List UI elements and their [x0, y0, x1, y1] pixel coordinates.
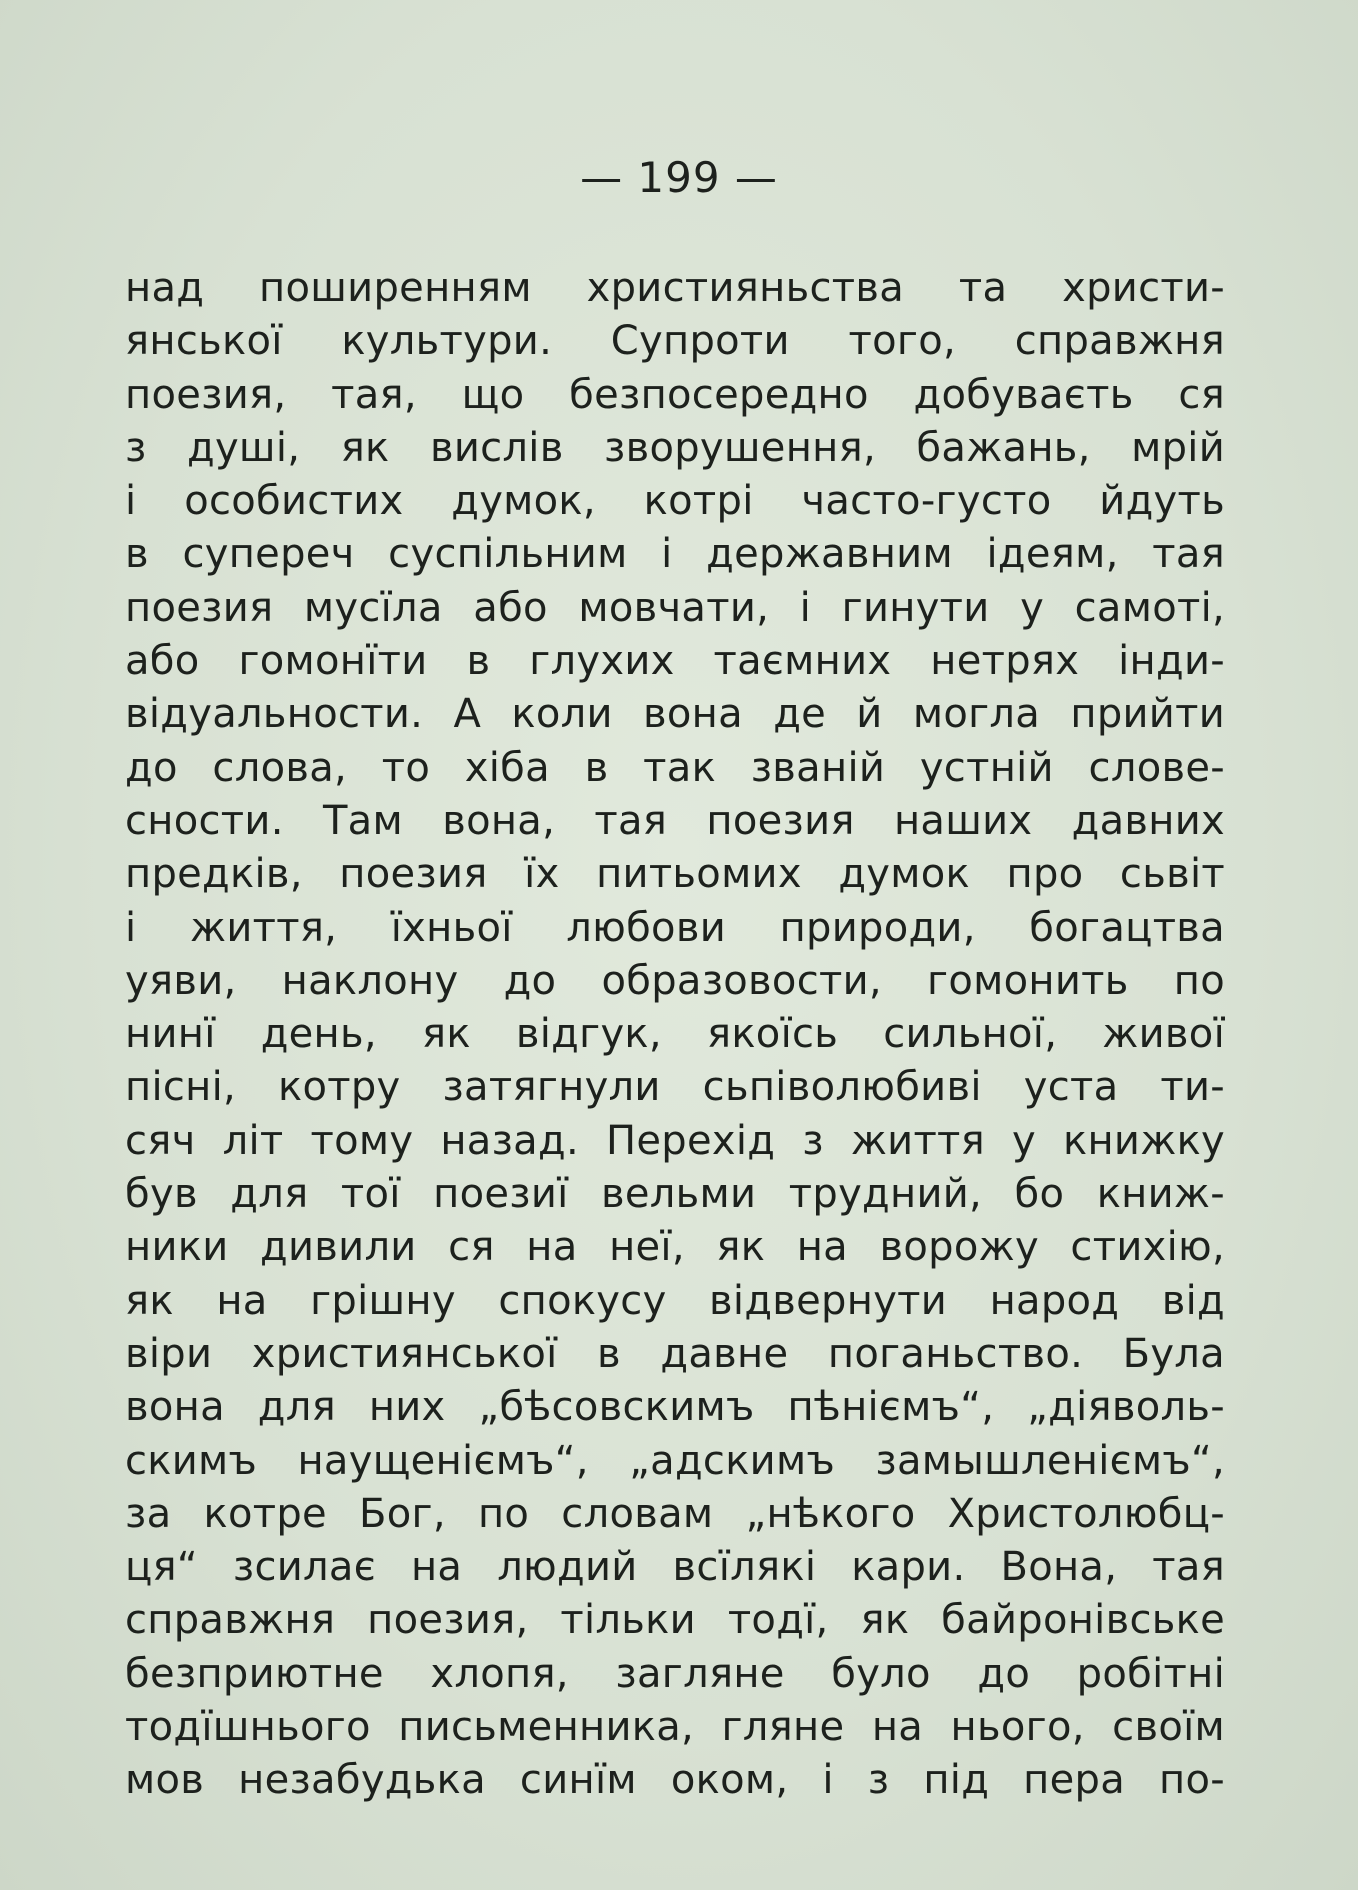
text-line: сяч літ тому назад. Перехід з життя у книжку	[125, 1117, 1225, 1164]
text-line: ця“ зсилає на людий всїлякі кари. Вона, тая	[125, 1544, 1225, 1591]
text-line: сности. Там вона, тая поезия наших давних	[125, 797, 1225, 844]
text-line: був для тої поезиї вельми трудний, бо книж-	[125, 1171, 1225, 1218]
text-line: янської культури. Супроти того, справжня	[125, 318, 1225, 365]
text-line: за котре Бог, по словам „нѣкого Христолюбц-	[125, 1490, 1225, 1537]
text-line: предків, поезия їх питьомих думок про сьвіт	[125, 851, 1225, 898]
text-line: над поширенням християньства та христи-	[125, 265, 1225, 311]
text-line: віри християнської в давне поганьство. Була	[125, 1330, 1225, 1377]
text-line: вона для них „бѣсовскимъ пѣніємъ“, „діяволь-	[125, 1384, 1225, 1431]
text-line: або гомонїти в глухих таємних нетрях інди-	[125, 638, 1225, 685]
text-line: поезия мусїла або мовчати, і гинути у самоті,	[125, 584, 1225, 631]
text-line: ники дивили ся на неї, як на ворожу стихію,	[125, 1224, 1225, 1271]
page-number: — 199 —	[580, 153, 778, 202]
text-line: уяви, наклону до образовости, гомонить по	[125, 957, 1225, 1004]
text-line: поезия, тая, що безпосередно добуваєть ся	[125, 371, 1225, 418]
text-line: пісні, котру затягнули сьпіволюбиві уста ти-	[125, 1064, 1225, 1111]
text-line: до слова, то хіба в так званій устній слове-	[125, 744, 1225, 791]
text-line: справжня поезия, тільки тодї, як байронівське	[125, 1597, 1225, 1644]
text-line: нинї день, як відгук, якоїсь сильної, живої	[125, 1011, 1225, 1058]
body-text	[125, 262, 1225, 1808]
text-line: і особистих думок, котрі часто-густо йдуть	[125, 478, 1225, 525]
text-line: скимъ наущеніємъ“, „адскимъ замышленіємъ“,	[125, 1437, 1225, 1484]
text-line: мов незабудька синїм оком, і з під пера по-	[125, 1757, 1225, 1804]
text-line: безприютне хлопя, загляне було до робітні	[125, 1650, 1225, 1697]
text-line: і життя, їхньої любови природи, богацтва	[125, 904, 1225, 951]
text-line: відуальности. А коли вона де й могла прийти	[125, 691, 1225, 738]
text-line: тодїшнього письменника, гляне на нього, своїм	[125, 1704, 1225, 1751]
text-line: як на грішну спокусу відвернути народ від	[125, 1277, 1225, 1324]
text-line: в супереч суспільним і державним ідеям, тая	[125, 531, 1225, 578]
text-line: з душі, як вислів зворушення, бажань, мрій	[125, 424, 1225, 471]
